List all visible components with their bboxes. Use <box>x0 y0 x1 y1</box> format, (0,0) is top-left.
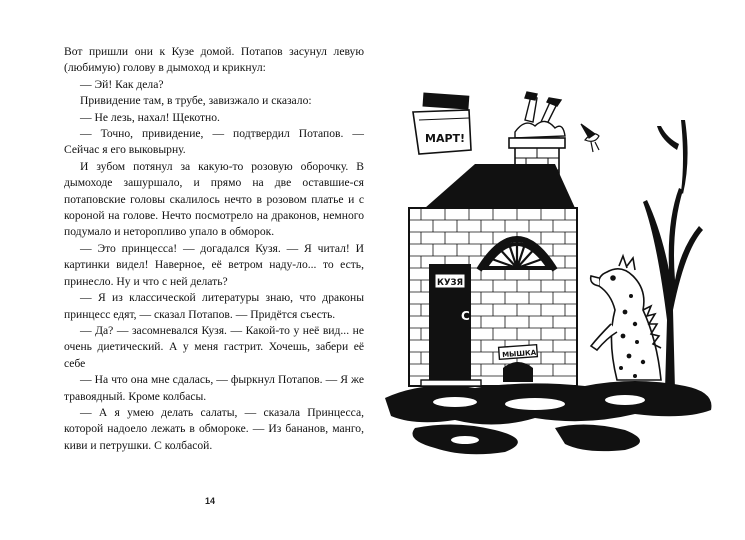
paragraph: — Не лезь, нахал! Щекотно. <box>80 110 220 124</box>
paragraph: — На что она мне сдалась, — фыркнул Потапов. — Я же травоядный. Кроме колбасы. <box>64 373 364 403</box>
paragraph: Вот пришли они к Кузе домой. Потапов засунул левую (любимую) голову в дымоход и крикнул: <box>64 45 364 75</box>
paragraph: — Я из классической литературы знаю, что драконы принцесс едят, — сказал Потапов. — Придётся съесть. <box>64 291 364 321</box>
door-letter: С <box>461 309 470 323</box>
roof <box>425 164 575 208</box>
paragraph: И зубом потянул за какую-то розовую оборочку. В дымоходе зашуршало, и прямо на две оставшие-ся потаповские головы скалилось нечто в розовом платье и с короной на голове. Нечто посмотрело на драконов, немного подумало и неторопливо упало в обморок. <box>64 159 364 239</box>
legs-in-chimney <box>515 92 565 138</box>
calendar-sign <box>413 92 471 154</box>
bird-icon <box>581 124 599 152</box>
ground-puddle <box>385 381 711 454</box>
calendar-label: МАРТ! <box>425 132 466 145</box>
door-step <box>421 380 481 386</box>
paragraph: — Эй! Как дела? <box>80 77 164 91</box>
page-number: 14 <box>205 496 216 506</box>
house-illustration <box>385 80 715 460</box>
paragraph: — Точно, привидение, — подтвердил Потапов. — Сейчас я его выковырну. <box>64 127 364 157</box>
paragraph: — Это принцесса! — догадался Кузя. — Я читал! И картинки видел! Наверное, её ветром наду-ло... то есть, принесло. Ну и что с ней делать? <box>64 241 364 288</box>
dragon <box>591 256 661 380</box>
illustration-svg <box>385 80 715 460</box>
text-column <box>64 44 364 454</box>
door-label: КУЗЯ <box>437 278 464 288</box>
paragraph: — А я умею делать салаты, — сказала Принцесса, которой надоело лежать в обмороке. — Из бананов, манго, киви и петрушки. С колбасой. <box>64 405 364 452</box>
paragraph: Привидение там, в трубе, завизжало и сказало: <box>80 94 312 108</box>
mousehole-label: МЫШКА <box>501 348 537 360</box>
paragraph: — Да? — засомневался Кузя. — Какой-то у неё вид... не очень диетический. А у меня гастрит. Хочешь, забери её себе <box>64 323 364 370</box>
door <box>429 264 471 382</box>
